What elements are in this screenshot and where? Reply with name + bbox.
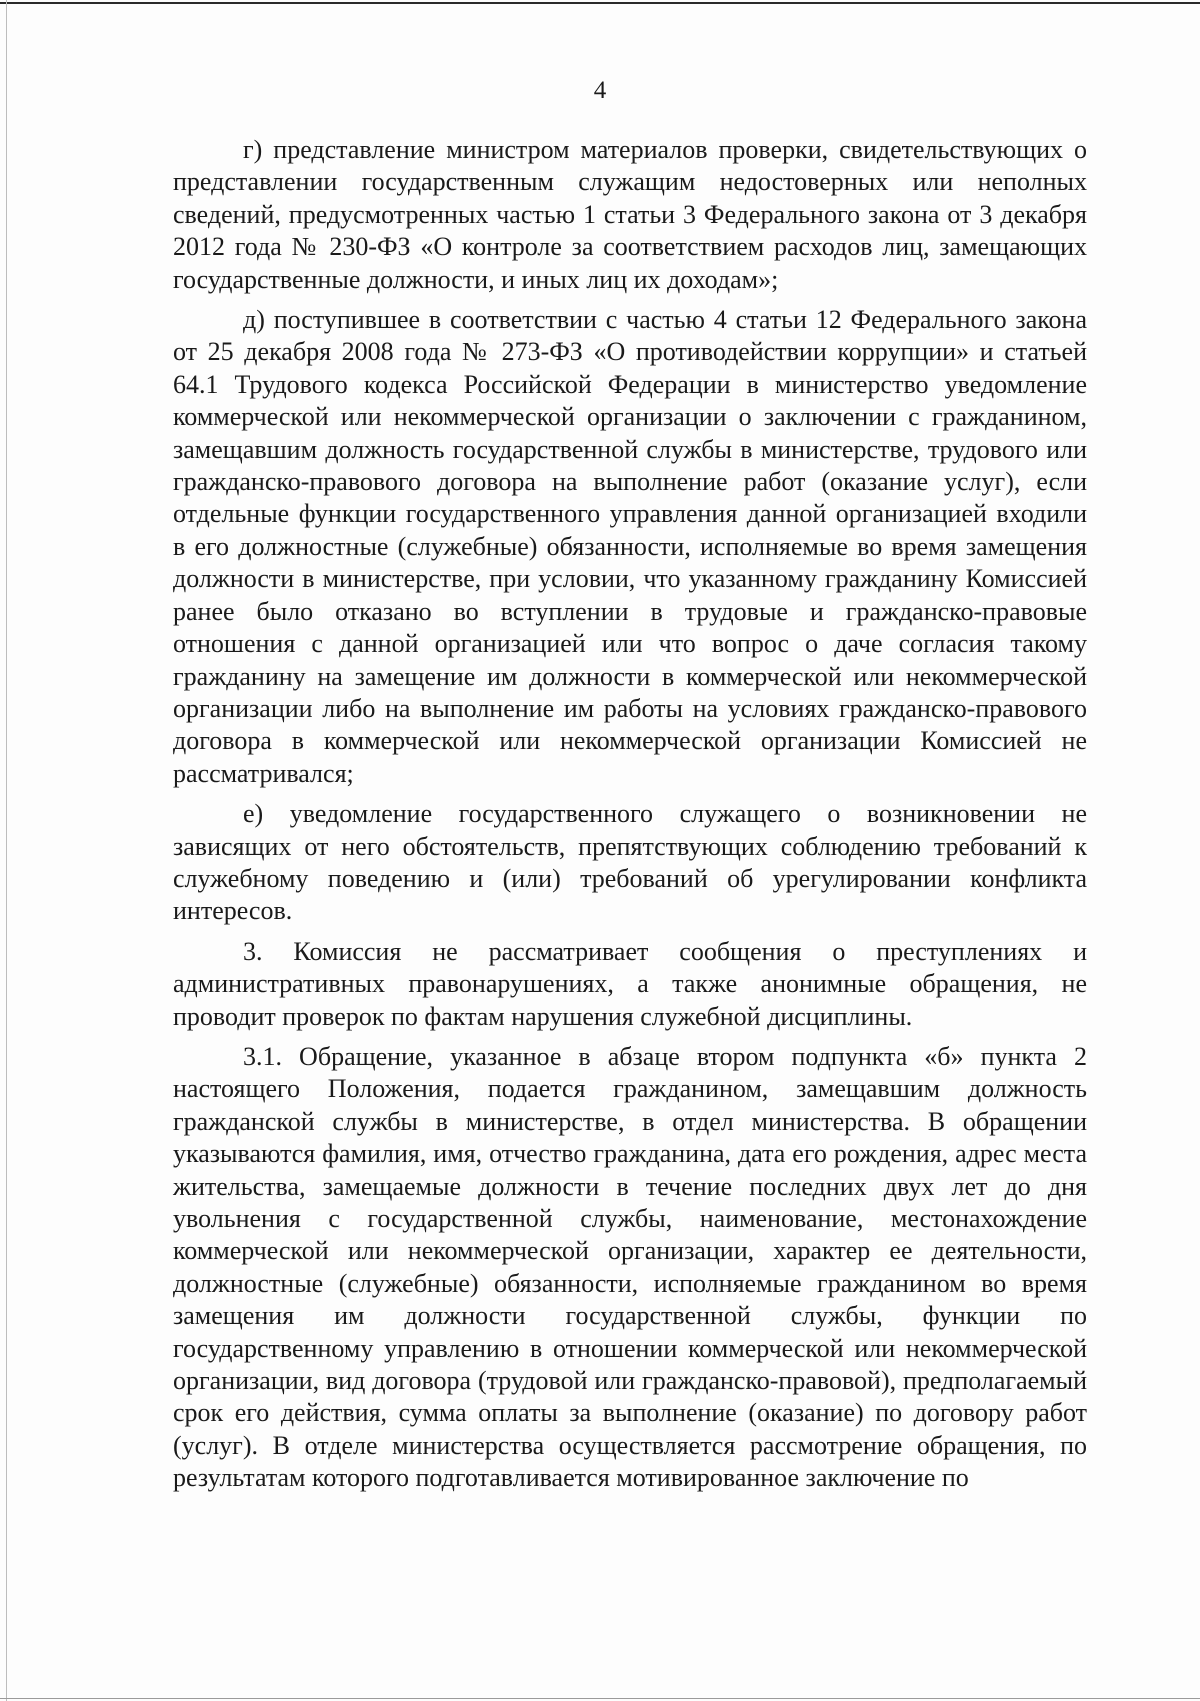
scan-edge-left	[6, 0, 7, 1701]
section-3-1: 3.1. Обращение, указанное в абзаце втором подпункта «б» пункта 2 настоящего Положения, подается гражданином, замещавшим должность гражданской службы в министерстве, в отдел министерства. В обращении указываются фамилия, имя, отчество гражданина, дата его рождения, адрес места жительства, замещаемые должности в течение последних двух лет до дня увольнения с государственной службы, наименование, местонахождение коммерческой или некоммерческой организации, характер ее деятельности, должностные (служебные) обязанности, исполняемые гражданином во время замещения им должности государственной службы, функции по государственному управлению в отношении коммерческой или некоммерческой организации, вид договора (трудовой или гражданско-правовой), предполагаемый срок его действия, сумма оплаты за выполнение (оказание) по договору работ (услуг). В отделе министерства осуществляется рассмотрение обращения, по результатам которого подготавливается мотивированное заключение по	[173, 1041, 1087, 1493]
scan-edge-top	[0, 2, 1200, 4]
page-number: 4	[593, 77, 607, 104]
section-3: 3. Комиссия не рассматривает сообщения о преступлениях и административных правонарушениях, а также анонимные обращения, не проводит проверок по фактам нарушения служебной дисциплины.	[173, 936, 1087, 1031]
paragraph-e: е) уведомление государственного служащего о возникновении не зависящих от него обстоятельств, препятствующих соблюдению требований к служебному поведению и (или) требований об урегулировании конфликта интересов.	[173, 799, 1087, 926]
paragraph-d: д) поступившее в соответствии с частью 4 статьи 12 Федерального закона от 25 декабря 2008 года № 273-ФЗ «О противодействии коррупции» и статьей 64.1 Трудового кодекса Российской Федерации в министерство уведомление коммерческой или некоммерческой организации о заключении с гражданином, замещавшим должность государственной службы в министерстве, трудового или гражданско-правового договора на выполнение работ (оказание услуг), если отдельные функции государственного управления данной организацией входили в его должностные (служебные) обязанности, исполняемые во время замещения должности в министерстве, при условии, что указанному гражданину Комиссией ранее было отказано во вступлении в трудовые и гражданско-правовые отношения с данной организацией или что вопрос о даче согласия такому гражданину на замещение им должности в коммерческой или некоммерческой организации либо на выполнение им работы на условиях гражданско-правового договора в коммерческой или некоммерческой организации Комиссией не рассматривался;	[173, 305, 1087, 788]
scan-edge-bottom	[0, 1698, 1200, 1699]
paragraph-g: г) представление министром материалов проверки, свидетельствующих о представлении государственным служащим недостоверных или неполных сведений, предусмотренных частью 1 статьи 3 Федерального закона от 3 декабря 2012 года № 230-ФЗ «О контроле за соответствием расходов лиц, замещающих государственные должности, и иных лиц их доходам»;	[173, 135, 1087, 294]
document-body	[173, 134, 1087, 1503]
